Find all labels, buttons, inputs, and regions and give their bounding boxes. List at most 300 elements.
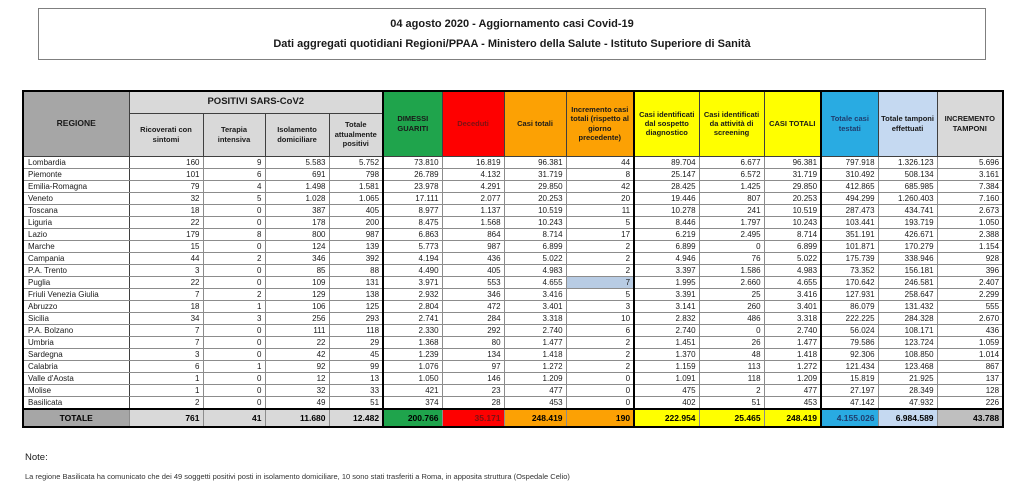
- header-totale-tamponi: Totale tamponi effettuati: [878, 91, 937, 156]
- region-name: Basilicata: [23, 396, 129, 409]
- value-cell: 22: [129, 276, 203, 288]
- total-value-cell: 11.680: [265, 409, 329, 427]
- value-cell: 2.330: [383, 324, 442, 336]
- value-cell: 47.932: [878, 396, 937, 409]
- value-cell: 555: [937, 300, 1003, 312]
- value-cell: 4: [203, 180, 265, 192]
- region-name: Marche: [23, 240, 129, 252]
- value-cell: 129: [265, 288, 329, 300]
- value-cell: 1.154: [937, 240, 1003, 252]
- value-cell: 15.819: [821, 372, 878, 384]
- value-cell: 246.581: [878, 276, 937, 288]
- table-body: [23, 156, 1003, 409]
- value-cell: 125: [329, 300, 383, 312]
- value-cell: 17.111: [383, 192, 442, 204]
- value-cell: 137: [937, 372, 1003, 384]
- value-cell: 1: [129, 384, 203, 396]
- value-cell: 193.719: [878, 216, 937, 228]
- value-cell: 29.850: [764, 180, 821, 192]
- header-incremento-casi: Incremento casi totali (rispetto al giorno precedente): [566, 91, 634, 156]
- value-cell: 685.985: [878, 180, 937, 192]
- value-cell: 3.416: [504, 288, 566, 300]
- value-cell: 241: [699, 204, 764, 216]
- value-cell: 1: [203, 300, 265, 312]
- total-value-cell: 222.954: [634, 409, 699, 427]
- value-cell: 3.391: [634, 288, 699, 300]
- value-cell: 1.076: [383, 360, 442, 372]
- value-cell: 494.299: [821, 192, 878, 204]
- value-cell: 8: [203, 228, 265, 240]
- value-cell: 1.370: [634, 348, 699, 360]
- note-label: Note:: [25, 452, 48, 463]
- value-cell: 2: [566, 240, 634, 252]
- value-cell: 486: [699, 312, 764, 324]
- value-cell: 16.819: [442, 156, 504, 168]
- value-cell: 2: [566, 252, 634, 264]
- header-casi-totali: Casi totali: [504, 91, 566, 156]
- value-cell: 807: [699, 192, 764, 204]
- value-cell: 3: [203, 312, 265, 324]
- value-cell: 472: [442, 300, 504, 312]
- value-cell: 22: [265, 336, 329, 348]
- value-cell: 256: [265, 312, 329, 324]
- value-cell: 10.243: [764, 216, 821, 228]
- value-cell: 1.028: [265, 192, 329, 204]
- value-cell: 9: [203, 156, 265, 168]
- value-cell: 10.278: [634, 204, 699, 216]
- value-cell: 0: [203, 216, 265, 228]
- value-cell: 13: [329, 372, 383, 384]
- value-cell: 293: [329, 312, 383, 324]
- value-cell: 5.022: [764, 252, 821, 264]
- value-cell: 109: [265, 276, 329, 288]
- value-cell: 436: [442, 252, 504, 264]
- total-value-cell: 761: [129, 409, 203, 427]
- value-cell: 10.243: [504, 216, 566, 228]
- table-row: [23, 240, 1003, 252]
- value-cell: 128: [937, 384, 1003, 396]
- value-cell: 3.161: [937, 168, 1003, 180]
- value-cell: 2.388: [937, 228, 1003, 240]
- value-cell: 5.752: [329, 156, 383, 168]
- value-cell: 453: [764, 396, 821, 409]
- value-cell: 508.134: [878, 168, 937, 180]
- value-cell: 0: [566, 396, 634, 409]
- value-cell: 0: [203, 396, 265, 409]
- value-cell: 477: [504, 384, 566, 396]
- value-cell: 222.225: [821, 312, 878, 324]
- value-cell: 287.473: [821, 204, 878, 216]
- total-value-cell: 43.788: [937, 409, 1003, 427]
- value-cell: 6.219: [634, 228, 699, 240]
- value-cell: 12: [265, 372, 329, 384]
- table-row: [23, 168, 1003, 180]
- value-cell: 5.022: [504, 252, 566, 264]
- region-name: Valle d'Aosta: [23, 372, 129, 384]
- value-cell: 374: [383, 396, 442, 409]
- value-cell: 4.132: [442, 168, 504, 180]
- region-name: Umbria: [23, 336, 129, 348]
- region-name: Veneto: [23, 192, 129, 204]
- value-cell: 28.425: [634, 180, 699, 192]
- value-cell: 1.050: [937, 216, 1003, 228]
- value-cell: 1.050: [383, 372, 442, 384]
- value-cell: 987: [329, 228, 383, 240]
- value-cell: 138: [329, 288, 383, 300]
- value-cell: 3.318: [504, 312, 566, 324]
- table-row: [23, 192, 1003, 204]
- value-cell: 0: [203, 264, 265, 276]
- value-cell: 2.077: [442, 192, 504, 204]
- value-cell: 42: [566, 180, 634, 192]
- value-cell: 0: [566, 372, 634, 384]
- value-cell: 928: [937, 252, 1003, 264]
- value-cell: 170.279: [878, 240, 937, 252]
- value-cell: 156.181: [878, 264, 937, 276]
- region-name: Puglia: [23, 276, 129, 288]
- subheader-attualmente-positivi: Totale attualmente positivi: [329, 113, 383, 156]
- value-cell: 73.810: [383, 156, 442, 168]
- value-cell: 421: [383, 384, 442, 396]
- value-cell: 15: [129, 240, 203, 252]
- total-value-cell: 6.984.589: [878, 409, 937, 427]
- value-cell: 405: [329, 204, 383, 216]
- value-cell: 3.397: [634, 264, 699, 276]
- value-cell: 3: [129, 264, 203, 276]
- value-cell: 2: [203, 252, 265, 264]
- table-row: [23, 396, 1003, 409]
- value-cell: 134: [442, 348, 504, 360]
- value-cell: 27.197: [821, 384, 878, 396]
- value-cell: 51: [329, 396, 383, 409]
- value-cell: 31.719: [764, 168, 821, 180]
- value-cell: 8: [566, 168, 634, 180]
- value-cell: 2.660: [699, 276, 764, 288]
- value-cell: 7: [129, 336, 203, 348]
- value-cell: 392: [329, 252, 383, 264]
- value-cell: 200: [329, 216, 383, 228]
- header-dimessi-guariti: DIMESSI GUARITI: [383, 91, 442, 156]
- value-cell: 33: [329, 384, 383, 396]
- subheader-ricoverati: Ricoverati con sintomi: [129, 113, 203, 156]
- table-row: [23, 264, 1003, 276]
- value-cell: 1.568: [442, 216, 504, 228]
- value-cell: 797.918: [821, 156, 878, 168]
- value-cell: 2.670: [937, 312, 1003, 324]
- value-cell: 28: [442, 396, 504, 409]
- value-cell: 0: [699, 240, 764, 252]
- table-row: [23, 216, 1003, 228]
- value-cell: 179: [129, 228, 203, 240]
- table-row: [23, 276, 1003, 288]
- value-cell: 2.299: [937, 288, 1003, 300]
- value-cell: 1.797: [699, 216, 764, 228]
- value-cell: 1.425: [699, 180, 764, 192]
- region-name: Abruzzo: [23, 300, 129, 312]
- note-section: [25, 452, 975, 481]
- value-cell: 2.740: [504, 324, 566, 336]
- value-cell: 0: [203, 372, 265, 384]
- table-row: [23, 384, 1003, 396]
- table-row: [23, 156, 1003, 168]
- value-cell: 21.925: [878, 372, 937, 384]
- value-cell: 800: [265, 228, 329, 240]
- value-cell: 31.719: [504, 168, 566, 180]
- header-casi-screening: Casi identificati da attività di screening: [699, 91, 764, 156]
- value-cell: 396: [937, 264, 1003, 276]
- value-cell: 864: [442, 228, 504, 240]
- value-cell: 8.714: [764, 228, 821, 240]
- covid-data-table: [22, 90, 1004, 428]
- title-box: [38, 8, 986, 60]
- header-casi-sospetto-diagnostico: Casi identificati dal sospetto diagnostico: [634, 91, 699, 156]
- value-cell: 121.434: [821, 360, 878, 372]
- value-cell: 310.492: [821, 168, 878, 180]
- value-cell: 1.091: [634, 372, 699, 384]
- value-cell: 29: [329, 336, 383, 348]
- value-cell: 47.142: [821, 396, 878, 409]
- value-cell: 88: [329, 264, 383, 276]
- value-cell: 351.191: [821, 228, 878, 240]
- value-cell: 0: [699, 324, 764, 336]
- value-cell: 0: [566, 384, 634, 396]
- value-cell: 8.714: [504, 228, 566, 240]
- value-cell: 0: [203, 240, 265, 252]
- header-deceduti: Deceduti: [442, 91, 504, 156]
- value-cell: 4.194: [383, 252, 442, 264]
- value-cell: 160: [129, 156, 203, 168]
- value-cell: 123.724: [878, 336, 937, 348]
- value-cell: 475: [634, 384, 699, 396]
- total-value-cell: 41: [203, 409, 265, 427]
- value-cell: 20.253: [504, 192, 566, 204]
- value-cell: 131: [329, 276, 383, 288]
- region-name: Sicilia: [23, 312, 129, 324]
- total-row: [23, 409, 1003, 427]
- value-cell: 434.741: [878, 204, 937, 216]
- value-cell: 89.704: [634, 156, 699, 168]
- value-cell: 118: [699, 372, 764, 384]
- value-cell: 49: [265, 396, 329, 409]
- value-cell: 4.946: [634, 252, 699, 264]
- subheader-isolamento: Isolamento domiciliare: [265, 113, 329, 156]
- value-cell: 292: [442, 324, 504, 336]
- value-cell: 2.932: [383, 288, 442, 300]
- value-cell: 1.209: [764, 372, 821, 384]
- value-cell: 111: [265, 324, 329, 336]
- value-cell: 1.581: [329, 180, 383, 192]
- value-cell: 3.318: [764, 312, 821, 324]
- value-cell: 5.773: [383, 240, 442, 252]
- value-cell: 6.572: [699, 168, 764, 180]
- total-value-cell: 248.419: [504, 409, 566, 427]
- value-cell: 45: [329, 348, 383, 360]
- region-name: Calabria: [23, 360, 129, 372]
- value-cell: 7: [129, 324, 203, 336]
- value-cell: 8.446: [634, 216, 699, 228]
- value-cell: 1.137: [442, 204, 504, 216]
- value-cell: 96.381: [504, 156, 566, 168]
- value-cell: 6.863: [383, 228, 442, 240]
- table-row: [23, 288, 1003, 300]
- value-cell: 553: [442, 276, 504, 288]
- value-cell: 338.946: [878, 252, 937, 264]
- value-cell: 3.416: [764, 288, 821, 300]
- value-cell: 346: [442, 288, 504, 300]
- value-cell: 5: [203, 192, 265, 204]
- value-cell: 32: [265, 384, 329, 396]
- value-cell: 0: [203, 348, 265, 360]
- table-row: [23, 180, 1003, 192]
- value-cell: 85: [265, 264, 329, 276]
- subheader-terapia-intensiva: Terapia intensiva: [203, 113, 265, 156]
- value-cell: 3.401: [764, 300, 821, 312]
- value-cell: 1.477: [764, 336, 821, 348]
- value-cell: 2.832: [634, 312, 699, 324]
- region-name: P.A. Bolzano: [23, 324, 129, 336]
- value-cell: 29.850: [504, 180, 566, 192]
- value-cell: 6.899: [634, 240, 699, 252]
- total-value-cell: 35.171: [442, 409, 504, 427]
- value-cell: 987: [442, 240, 504, 252]
- table-row: [23, 312, 1003, 324]
- region-name: Toscana: [23, 204, 129, 216]
- total-value-cell: 12.482: [329, 409, 383, 427]
- value-cell: 32: [129, 192, 203, 204]
- region-name: Friuli Venezia Giulia: [23, 288, 129, 300]
- value-cell: 691: [265, 168, 329, 180]
- region-name: Lombardia: [23, 156, 129, 168]
- value-cell: 103.441: [821, 216, 878, 228]
- value-cell: 123.468: [878, 360, 937, 372]
- value-cell: 44: [129, 252, 203, 264]
- value-cell: 226: [937, 396, 1003, 409]
- value-cell: 2.741: [383, 312, 442, 324]
- value-cell: 412.865: [821, 180, 878, 192]
- value-cell: 5.583: [265, 156, 329, 168]
- value-cell: 26: [699, 336, 764, 348]
- value-cell: 2.673: [937, 204, 1003, 216]
- table-row: [23, 252, 1003, 264]
- value-cell: 108.171: [878, 324, 937, 336]
- table-row: [23, 204, 1003, 216]
- value-cell: 44: [566, 156, 634, 168]
- value-cell: 1.014: [937, 348, 1003, 360]
- value-cell: 20.253: [764, 192, 821, 204]
- value-cell: 1.498: [265, 180, 329, 192]
- value-cell: 1.586: [699, 264, 764, 276]
- value-cell: 175.739: [821, 252, 878, 264]
- value-cell: 2: [566, 360, 634, 372]
- value-cell: 284.328: [878, 312, 937, 324]
- table-row: [23, 324, 1003, 336]
- value-cell: 139: [329, 240, 383, 252]
- value-cell: 2: [566, 336, 634, 348]
- value-cell: 2.740: [634, 324, 699, 336]
- value-cell: 387: [265, 204, 329, 216]
- value-cell: 2.495: [699, 228, 764, 240]
- value-cell: 477: [764, 384, 821, 396]
- value-cell: 28.349: [878, 384, 937, 396]
- region-name: P.A. Trento: [23, 264, 129, 276]
- value-cell: 92.306: [821, 348, 878, 360]
- value-cell: 80: [442, 336, 504, 348]
- value-cell: 1.418: [764, 348, 821, 360]
- value-cell: 7.384: [937, 180, 1003, 192]
- value-cell: 7: [129, 288, 203, 300]
- value-cell: 1.418: [504, 348, 566, 360]
- value-cell: 4.655: [764, 276, 821, 288]
- value-cell: 2.407: [937, 276, 1003, 288]
- value-cell: 2.804: [383, 300, 442, 312]
- value-cell: 6: [566, 324, 634, 336]
- region-name: Lazio: [23, 228, 129, 240]
- value-cell: 92: [265, 360, 329, 372]
- value-cell: 25.147: [634, 168, 699, 180]
- value-cell: 426.671: [878, 228, 937, 240]
- value-cell: 10.519: [504, 204, 566, 216]
- region-name: Piemonte: [23, 168, 129, 180]
- value-cell: 10.519: [764, 204, 821, 216]
- value-cell: 8.475: [383, 216, 442, 228]
- value-cell: 0: [203, 204, 265, 216]
- value-cell: 3.401: [504, 300, 566, 312]
- value-cell: 258.647: [878, 288, 937, 300]
- value-cell: 34: [129, 312, 203, 324]
- value-cell: 23.978: [383, 180, 442, 192]
- value-cell: 42: [265, 348, 329, 360]
- value-cell: 3: [566, 300, 634, 312]
- value-cell: 1.260.403: [878, 192, 937, 204]
- total-label: TOTALE: [23, 409, 129, 427]
- value-cell: 4.983: [504, 264, 566, 276]
- value-cell: 4.291: [442, 180, 504, 192]
- value-cell: 3.141: [634, 300, 699, 312]
- value-cell: 436: [937, 324, 1003, 336]
- value-cell: 6: [203, 168, 265, 180]
- value-cell: 867: [937, 360, 1003, 372]
- value-cell: 1: [129, 372, 203, 384]
- report-subtitle: Dati aggregati quotidiani Regioni/PPAA - Ministero della Salute - Istituto Superiore di Sanità: [273, 38, 751, 51]
- value-cell: 0: [203, 336, 265, 348]
- value-cell: 1.065: [329, 192, 383, 204]
- value-cell: 3.971: [383, 276, 442, 288]
- note-text: La regione Basilicata ha comunicato che dei 49 soggetti positivi posti in isolamento domiciliare, 10 sono stati trasferiti a Roma, in apposita struttura (Ospedale Celio): [25, 472, 570, 481]
- value-cell: 1.059: [937, 336, 1003, 348]
- value-cell: 1.326.123: [878, 156, 937, 168]
- value-cell: 113: [699, 360, 764, 372]
- header-totale-casi-testati: Totale casi testati: [821, 91, 878, 156]
- value-cell: 6.899: [504, 240, 566, 252]
- value-cell: 26.789: [383, 168, 442, 180]
- value-cell: 18: [129, 204, 203, 216]
- value-cell: 127.931: [821, 288, 878, 300]
- table-row: [23, 228, 1003, 240]
- value-cell: 48: [699, 348, 764, 360]
- value-cell: 5.696: [937, 156, 1003, 168]
- value-cell: 108.850: [878, 348, 937, 360]
- value-cell: 1.159: [634, 360, 699, 372]
- value-cell: 0: [203, 276, 265, 288]
- value-cell: 1.451: [634, 336, 699, 348]
- value-cell: 99: [329, 360, 383, 372]
- value-cell: 106: [265, 300, 329, 312]
- table-row: [23, 336, 1003, 348]
- value-cell: 73.352: [821, 264, 878, 276]
- report-title: 04 agosto 2020 - Aggiornamento casi Covid-19: [390, 17, 634, 30]
- total-value-cell: 25.465: [699, 409, 764, 427]
- value-cell: 79: [129, 180, 203, 192]
